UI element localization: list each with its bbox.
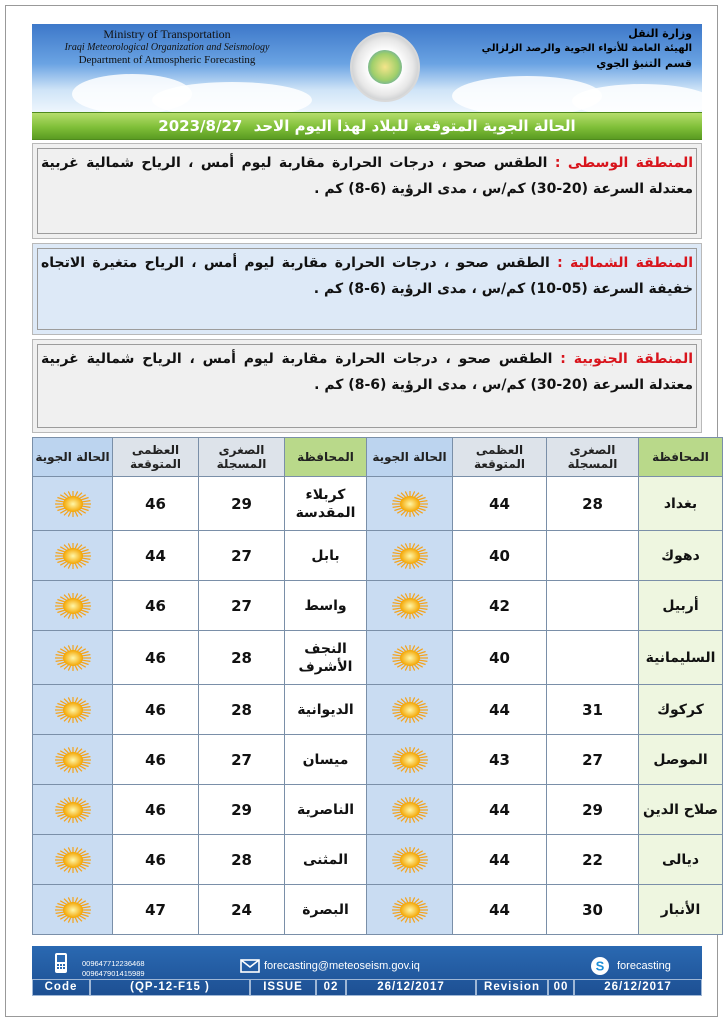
min-temp-cell: 22 [547, 835, 639, 885]
department-ar: قسم التنبؤ الجوي [596, 57, 692, 70]
mail-icon [240, 959, 260, 973]
region-southern [32, 339, 702, 433]
code-value: (QP-12-F15 ) [90, 979, 250, 996]
phone-2: 009647901415989 [82, 969, 145, 978]
governorate-cell: البصرة [285, 885, 367, 935]
min-temp-cell: 31 [547, 685, 639, 735]
table-row [33, 531, 723, 581]
sun-icon [390, 795, 430, 825]
governorate-cell: كركوك [639, 685, 723, 735]
min-temp-cell: 27 [199, 735, 285, 785]
table-row [33, 581, 723, 631]
max-temp-cell: 46 [113, 581, 199, 631]
max-temp-cell: 46 [113, 631, 199, 685]
governorate-cell: الأنبار [639, 885, 723, 935]
phone-numbers [82, 959, 145, 979]
weather-state-cell [367, 477, 453, 531]
weather-state-cell [367, 835, 453, 885]
table-body [33, 477, 723, 935]
skype-icon [590, 956, 610, 976]
sun-icon [53, 745, 93, 775]
governorate-cell: الموصل [639, 735, 723, 785]
governorate-cell: ديالى [639, 835, 723, 885]
weather-state-cell [367, 785, 453, 835]
title-text: الحالة الجوية المتوقعة للبلاد لهذا اليوم الاحد [253, 117, 576, 135]
min-temp-cell [547, 581, 639, 631]
max-temp-cell: 46 [113, 835, 199, 885]
min-temp-cell: 24 [199, 885, 285, 935]
sun-icon [390, 541, 430, 571]
sun-icon [53, 643, 93, 673]
table-row [33, 477, 723, 531]
table-row [33, 685, 723, 735]
sun-icon [53, 489, 93, 519]
document-code-bar [32, 979, 702, 996]
weather-state-cell [33, 631, 113, 685]
sun-icon [53, 895, 93, 925]
min-temp-cell: 29 [199, 785, 285, 835]
weather-state-cell [33, 735, 113, 785]
phone-icon [54, 952, 68, 974]
min-temp-cell [547, 631, 639, 685]
weather-state-cell [367, 685, 453, 735]
max-temp-cell: 46 [113, 685, 199, 735]
header-english [42, 28, 292, 67]
governorate-cell: بابل [285, 531, 367, 581]
ministry-ar: وزارة النقل [628, 27, 692, 40]
min-temp-cell: 29 [199, 477, 285, 531]
max-temp-cell: 46 [113, 735, 199, 785]
max-temp-cell: 47 [113, 885, 199, 935]
organization-ar: الهيئة العامة للأنواء الجوية والرصد الزلزالي [481, 43, 692, 54]
region-text: الطقس صحو ، درجات الحرارة مقاربة ليوم أمس ، الرياح شمالية غربية معتدلة السرعة (20-30) كم/س ، مدى الرؤية (6-8) كم . [41, 155, 693, 197]
min-temp-cell: 28 [199, 835, 285, 885]
table-header-row [33, 438, 723, 477]
governorate-cell: النجف الأشرف [285, 631, 367, 685]
header-state: الحالة الجوية [367, 438, 453, 477]
weather-state-cell [33, 531, 113, 581]
organization-en: Iraqi Meteorological Organization and Seismology [64, 42, 270, 53]
min-temp-cell: 30 [547, 885, 639, 935]
weather-state-cell [33, 885, 113, 935]
sun-icon [390, 845, 430, 875]
header-min: الصغرى المسجلة [199, 438, 285, 477]
issue-date: 26/12/2017 [346, 979, 476, 996]
sun-icon [390, 643, 430, 673]
sun-icon [53, 795, 93, 825]
max-temp-cell: 44 [113, 531, 199, 581]
table-row [33, 785, 723, 835]
revision-value: 00 [548, 979, 574, 996]
max-temp-cell: 44 [453, 477, 547, 531]
max-temp-cell: 44 [453, 885, 547, 935]
skype-name: forecasting [617, 960, 671, 972]
table-row [33, 631, 723, 685]
max-temp-cell: 46 [113, 785, 199, 835]
department-en: Department of Atmospheric Forecasting [78, 54, 256, 66]
issue-label: ISSUE [250, 979, 316, 996]
max-temp-cell: 40 [453, 531, 547, 581]
min-temp-cell: 28 [547, 477, 639, 531]
governorate-cell: صلاح الدين [639, 785, 723, 835]
email-address[interactable]: forecasting@meteoseism.gov.iq [264, 960, 420, 972]
weather-state-cell [33, 581, 113, 631]
header-max: العظمى المتوقعة [453, 438, 547, 477]
governorate-cell: دهوك [639, 531, 723, 581]
governorate-cell: بغداد [639, 477, 723, 531]
governorate-cell: الناصرية [285, 785, 367, 835]
phone-1: 009647712236468 [82, 959, 145, 968]
governorate-cell: كربلاء المقدسة [285, 477, 367, 531]
header-arabic [462, 26, 692, 71]
sun-icon [390, 591, 430, 621]
sun-icon [390, 695, 430, 725]
region-text: الطقس صحو ، درجات الحرارة مقاربة ليوم أمس ، الرياح متغيرة الاتجاه خفيفة السرعة (05-10) كم/س ، مدى الرؤية (6-8) كم . [41, 255, 693, 297]
weather-state-cell [367, 735, 453, 785]
governorate-cell: الديوانية [285, 685, 367, 735]
min-temp-cell: 27 [547, 735, 639, 785]
sun-icon [390, 895, 430, 925]
weather-state-cell [33, 835, 113, 885]
sun-icon [53, 695, 93, 725]
max-temp-cell: 43 [453, 735, 547, 785]
min-temp-cell [547, 531, 639, 581]
issue-value: 02 [316, 979, 346, 996]
sun-icon [390, 489, 430, 519]
region-name: المنطقة الوسطى : [554, 155, 693, 171]
min-temp-cell: 28 [199, 631, 285, 685]
header-state: الحالة الجوية [33, 438, 113, 477]
max-temp-cell: 44 [453, 785, 547, 835]
organization-logo [350, 32, 420, 102]
ministry-en: Ministry of Transportation [103, 27, 231, 41]
max-temp-cell: 44 [453, 685, 547, 735]
weather-state-cell [33, 477, 113, 531]
sun-icon [390, 745, 430, 775]
max-temp-cell: 42 [453, 581, 547, 631]
header-max: العظمى المتوقعة [113, 438, 199, 477]
max-temp-cell: 40 [453, 631, 547, 685]
sun-icon [53, 541, 93, 571]
svg-text:S: S [595, 958, 605, 974]
min-temp-cell: 27 [199, 531, 285, 581]
region-text: الطقس صحو ، درجات الحرارة مقاربة ليوم أمس ، الرياح شمالية غربية معتدلة السرعة (20-30) كم/س ، مدى الرؤية (6-8) كم . [41, 351, 693, 393]
table-row [33, 885, 723, 935]
header-banner [32, 24, 702, 112]
governorate-cell: ميسان [285, 735, 367, 785]
weather-state-cell [367, 581, 453, 631]
weather-state-cell [367, 531, 453, 581]
region-name: المنطقة الشمالية : [557, 255, 693, 271]
forecast-table [32, 437, 723, 935]
sun-icon [53, 845, 93, 875]
sun-icon [53, 591, 93, 621]
weather-state-cell [33, 785, 113, 835]
revision-date: 26/12/2017 [574, 979, 702, 996]
weather-state-cell [367, 631, 453, 685]
min-temp-cell: 28 [199, 685, 285, 735]
weather-state-cell [367, 885, 453, 935]
weather-state-cell [33, 685, 113, 735]
revision-label: Revision [476, 979, 548, 996]
region-central [32, 143, 702, 239]
min-temp-cell: 27 [199, 581, 285, 631]
region-northern [32, 243, 702, 335]
governorate-cell: المثنى [285, 835, 367, 885]
governorate-cell: واسط [285, 581, 367, 631]
min-temp-cell: 29 [547, 785, 639, 835]
title-date: 2023/8/27 [158, 117, 243, 135]
header-min: الصغرى المسجلة [547, 438, 639, 477]
footer [32, 946, 702, 996]
header-governorate: المحافظة [285, 438, 367, 477]
code-label: Code [32, 979, 90, 996]
header-governorate: المحافظة [639, 438, 723, 477]
table-row [33, 835, 723, 885]
governorate-cell: السليمانية [639, 631, 723, 685]
max-temp-cell: 46 [113, 477, 199, 531]
forecast-title [32, 112, 702, 140]
governorate-cell: أربيل [639, 581, 723, 631]
table-row [33, 735, 723, 785]
max-temp-cell: 44 [453, 835, 547, 885]
region-name: المنطقة الجنوبية : [560, 351, 694, 367]
